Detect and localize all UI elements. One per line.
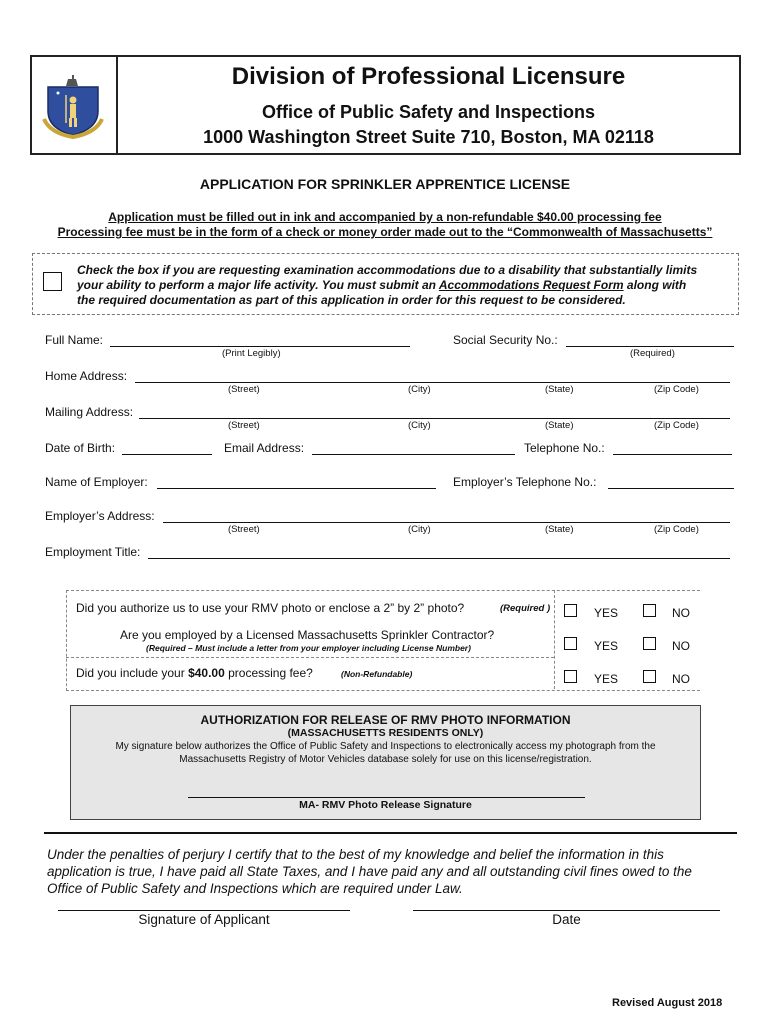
accommodation-text-3: the required documentation as part of this application in order for this request to be considered. (77, 293, 626, 307)
letterhead (30, 55, 741, 155)
question-rmv-photo: Did you authorize us to use your RMV photo or enclose a 2” by 2” photo? (76, 601, 465, 615)
applicant-signature-field[interactable] (58, 910, 350, 911)
rmv-authorization-body-1: My signature below authorizes the Office of Public Safety and Inspections to electronically access my photograph from the (115, 741, 656, 752)
rmv-photo-no-label: NO (672, 606, 690, 620)
mailing-address-field[interactable] (139, 418, 730, 419)
mailing-city-hint: (City) (408, 420, 431, 431)
fee-yes-checkbox[interactable] (564, 670, 577, 683)
employed-contractor-yes-label: YES (594, 639, 619, 653)
question-employed-contractor-note: (Required – Must include a letter from your employer including License Number) (146, 643, 471, 653)
applicant-signature-label: Signature of Applicant (138, 912, 270, 927)
employer-address-label: Employer’s Address: (45, 509, 155, 523)
question-fee-text-a: Did you include your (76, 666, 189, 680)
email-field[interactable] (312, 454, 515, 455)
question-fee-note: (Non-Refundable) (341, 669, 413, 679)
accommodation-checkbox[interactable] (43, 272, 62, 291)
employer-address-field[interactable] (163, 522, 730, 523)
employer-zip-hint: (Zip Code) (654, 524, 699, 535)
rmv-authorization-box (70, 705, 701, 820)
accommodation-text-2 (77, 278, 686, 292)
employed-contractor-no-label: NO (672, 639, 690, 653)
date-field[interactable] (413, 910, 720, 911)
fee-no-checkbox[interactable] (643, 670, 656, 683)
accommodation-text-2a: your ability to perform a major life activity. You must submit an (77, 278, 439, 292)
rmv-authorization-title: AUTHORIZATION FOR RELEASE OF RMV PHOTO INFORMATION (200, 713, 571, 727)
dob-label: Date of Birth: (45, 441, 116, 455)
office-address: 1000 Washington Street Suite 710, Boston, MA 02118 (203, 127, 654, 147)
employer-city-hint: (City) (408, 524, 431, 535)
employment-title-label: Employment Title: (45, 545, 141, 559)
mailing-state-hint: (State) (545, 420, 574, 431)
home-address-field[interactable] (135, 382, 730, 383)
question-fee-text-b: processing fee? (224, 666, 313, 680)
certification-line-2: application is true, I have paid all State Taxes, and I have paid any and all outstanding civil fines owed to the (47, 864, 692, 879)
certification-line-3: Office of Public Safety and Inspections which are required under Law. (47, 881, 463, 896)
rmv-authorization-body-2: Massachusetts Registry of Motor Vehicles database solely for use on this license/registration. (179, 754, 592, 765)
rmv-authorization-subtitle: (MASSACHUSETTS RESIDENTS ONLY) (287, 727, 484, 739)
rmv-signature-field[interactable] (188, 797, 585, 798)
fee-note-1: Application must be filled out in ink and accompanied by a non-refundable $40.00 processing fee (108, 210, 662, 224)
date-label: Date (552, 912, 581, 927)
fee-no-label: NO (672, 672, 690, 686)
email-label: Email Address: (224, 441, 305, 455)
questions-divider-horizontal (66, 657, 554, 658)
ssn-required-hint: (Required) (630, 348, 675, 359)
accommodation-box (32, 253, 739, 315)
full-name-field[interactable] (110, 346, 410, 347)
full-name-label: Full Name: (45, 333, 104, 347)
rmv-photo-yes-checkbox[interactable] (564, 604, 577, 617)
employer-street-hint: (Street) (228, 524, 260, 535)
question-rmv-photo-note: (Required ) (500, 603, 551, 614)
print-legibly-hint: (Print Legibly) (222, 348, 281, 359)
page-title: Division of Professional Licensure (231, 63, 626, 90)
mailing-address-label: Mailing Address: (45, 405, 134, 419)
employed-contractor-no-checkbox[interactable] (643, 637, 656, 650)
employment-title-field[interactable] (148, 558, 730, 559)
fee-yes-label: YES (594, 672, 619, 686)
rmv-photo-yes-label: YES (594, 606, 619, 620)
seal-cell (32, 57, 118, 153)
questions-divider-vertical (554, 590, 555, 689)
mailing-street-hint: (Street) (228, 420, 260, 431)
employer-phone-label: Employer’s Telephone No.: (453, 475, 597, 489)
office-name: Office of Public Safety and Inspections (261, 102, 596, 122)
employer-state-hint: (State) (545, 524, 574, 535)
employer-name-field[interactable] (157, 488, 436, 489)
ssn-field[interactable] (566, 346, 734, 347)
section-separator (44, 832, 737, 834)
fee-note-2: Processing fee must be in the form of a check or money order made out to the “Commonwealth of Massachusetts” (57, 225, 713, 239)
home-state-hint: (State) (545, 384, 574, 395)
home-zip-hint: (Zip Code) (654, 384, 699, 395)
accommodations-request-form-link[interactable]: Accommodations Request Form (438, 278, 624, 292)
home-street-hint: (Street) (228, 384, 260, 395)
telephone-field[interactable] (613, 454, 732, 455)
home-address-label: Home Address: (45, 369, 128, 383)
question-fee (76, 666, 313, 680)
accommodation-text-1: Check the box if you are requesting examination accommodations due to a disability that substantially limits (77, 263, 698, 277)
question-employed-contractor: Are you employed by a Licensed Massachusetts Sprinkler Contractor? (120, 628, 495, 642)
telephone-label: Telephone No.: (524, 441, 605, 455)
form-title: APPLICATION FOR SPRINKLER APPRENTICE LICENSE (199, 176, 571, 192)
employer-name-label: Name of Employer: (45, 475, 148, 489)
dob-field[interactable] (122, 454, 212, 455)
employer-phone-field[interactable] (608, 488, 734, 489)
employed-contractor-yes-checkbox[interactable] (564, 637, 577, 650)
rmv-signature-label: MA- RMV Photo Release Signature (299, 799, 472, 811)
certification-line-1: Under the penalties of perjury I certify that to the best of my knowledge and belief the information in this (47, 847, 664, 862)
massachusetts-seal-icon (40, 73, 106, 139)
revision-date: Revised August 2018 (612, 997, 723, 1009)
ssn-label: Social Security No.: (453, 333, 558, 347)
question-fee-amount: $40.00 (188, 666, 225, 680)
home-city-hint: (City) (408, 384, 431, 395)
mailing-zip-hint: (Zip Code) (654, 420, 699, 431)
rmv-photo-no-checkbox[interactable] (643, 604, 656, 617)
accommodation-text-2b: along with (623, 278, 687, 292)
